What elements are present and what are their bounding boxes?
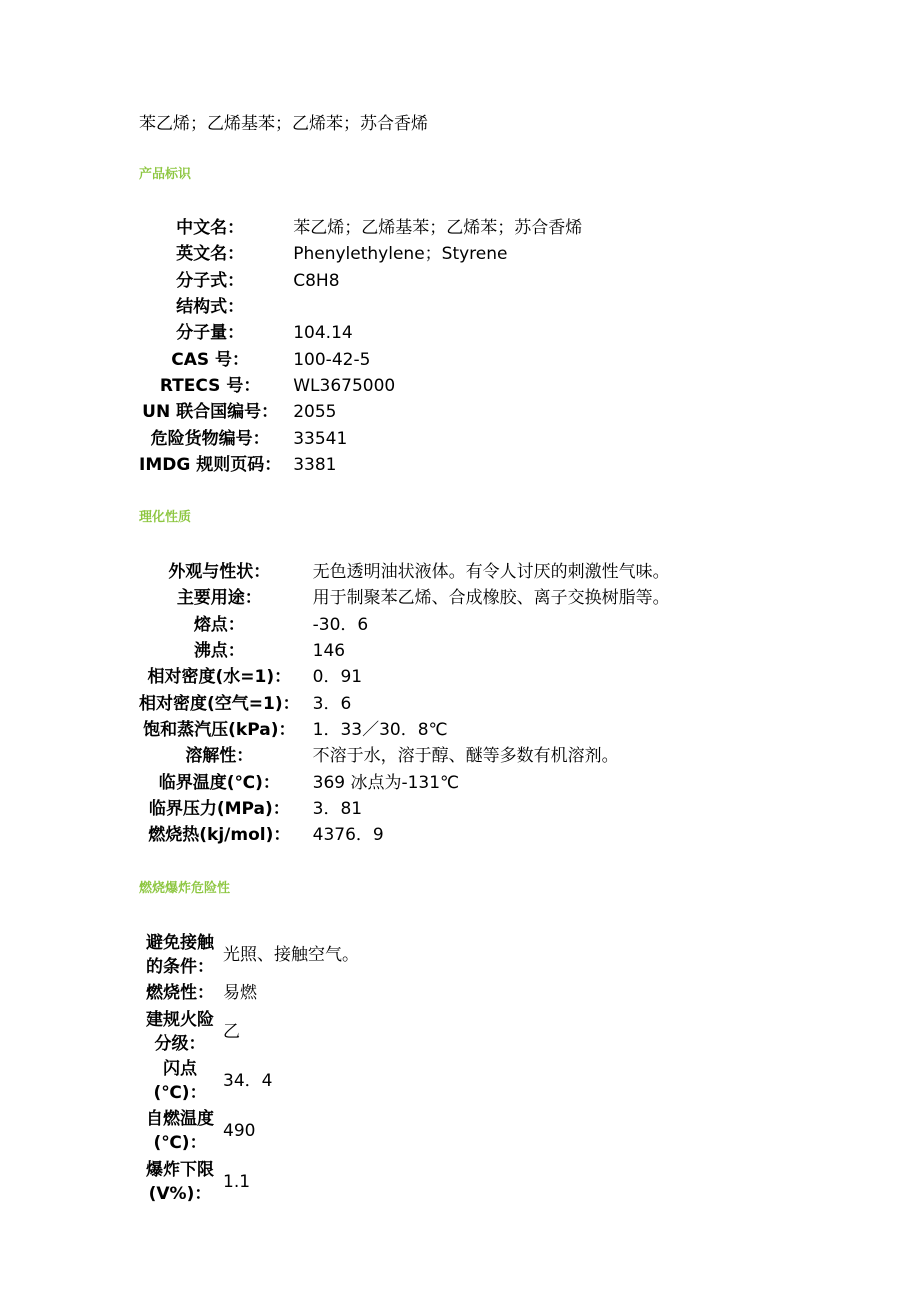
field-label: 溶解性： <box>185 746 254 767</box>
field-value: 2055 <box>293 402 337 423</box>
field-label: 危险货物编号： <box>150 428 270 449</box>
table-row <box>139 1057 359 1105</box>
document-intro-synonyms: 苯乙烯；乙烯基苯；乙烯苯；苏合香烯 <box>139 114 428 134</box>
table-row <box>139 1006 359 1057</box>
field-label: RTECS 号： <box>159 375 261 396</box>
field-value: 3．6 <box>312 693 352 714</box>
field-label: 中文名： <box>176 218 245 239</box>
field-label: 自燃温度(℃)： <box>146 1108 214 1153</box>
field-value: 乙 <box>223 1021 240 1042</box>
field-value <box>281 294 582 320</box>
table-row <box>139 425 582 451</box>
table-row <box>139 743 670 769</box>
table-row <box>139 346 582 372</box>
field-value: 4376．9 <box>312 825 384 846</box>
field-label: 分子量： <box>176 323 245 344</box>
field-label: 避免接触的条件： <box>146 932 214 977</box>
table-row <box>139 822 670 848</box>
field-label: 结构式： <box>176 297 245 318</box>
field-value: 104.14 <box>293 323 353 344</box>
field-value: 0．91 <box>312 667 363 688</box>
table-row <box>139 980 359 1006</box>
field-label: 建规火险分级： <box>146 1009 214 1054</box>
field-value: 无色透明油状液体。有令人讨厌的刺激性气味。 <box>312 562 670 583</box>
table-row <box>139 638 670 664</box>
field-label: 熔点： <box>193 614 245 635</box>
table-row <box>139 320 582 346</box>
table-row <box>139 1156 359 1207</box>
field-value: 不溶于水，溶于醇、醚等多数有机溶剂。 <box>312 746 619 767</box>
table-row <box>139 215 582 241</box>
field-value: 光照、接触空气。 <box>223 944 359 965</box>
table-row <box>139 559 670 585</box>
section-heading-physchem: 理化性质 <box>139 510 192 525</box>
table-row <box>139 452 582 478</box>
field-label: 相对密度(空气=1)： <box>139 693 300 714</box>
field-label: IMDG 规则页码： <box>139 454 282 475</box>
field-value: 33541 <box>293 428 348 449</box>
section-heading-identity: 产品标识 <box>139 167 192 182</box>
field-value: 490 <box>223 1120 256 1141</box>
field-value: 1.1 <box>223 1171 251 1192</box>
table-row <box>139 690 670 716</box>
field-label: 闪点(℃)： <box>153 1059 207 1103</box>
field-label: 燃烧性： <box>146 983 214 1003</box>
field-label: 英文名： <box>176 244 245 265</box>
table-row <box>139 929 359 980</box>
field-value: Phenylethylene；Styrene <box>293 244 508 265</box>
field-value: 苯乙烯；乙烯基苯；乙烯苯；苏合香烯 <box>293 218 583 239</box>
field-value: 易燃 <box>223 983 257 1003</box>
table-row <box>139 717 670 743</box>
field-label: CAS 号： <box>171 349 250 370</box>
field-value: 用于制聚苯乙烯、合成橡胶、离子交换树脂等。 <box>312 588 670 609</box>
field-label: UN 联合国编号： <box>142 402 279 423</box>
field-label: 沸点： <box>193 641 245 662</box>
field-label: 爆炸下限(V%)： <box>146 1159 214 1204</box>
field-label: 饱和蒸汽压(kPa)： <box>143 719 296 740</box>
table-row <box>139 294 582 320</box>
field-value: 3381 <box>293 454 337 475</box>
field-label: 燃烧热(kj/mol)： <box>148 825 291 846</box>
table-row <box>139 664 670 690</box>
field-label: 临界温度(℃)： <box>158 772 280 793</box>
field-value: 369 冰点为-131℃ <box>312 772 460 793</box>
table-row <box>139 585 670 611</box>
table-row <box>139 769 670 795</box>
field-value: 1．33／30．8℃ <box>312 719 448 740</box>
field-value: WL3675000 <box>293 375 396 396</box>
section-heading-hazard: 燃烧爆炸危险性 <box>139 881 231 896</box>
field-value: 146 <box>312 641 346 662</box>
table-row <box>139 241 582 267</box>
field-label: 相对密度(水=1)： <box>147 667 292 688</box>
field-label: 主要用途： <box>176 588 262 609</box>
table-row <box>139 268 582 294</box>
identity-table <box>139 215 582 478</box>
physchem-table <box>139 559 670 848</box>
table-row <box>139 373 582 399</box>
field-label: 临界压力(MPa)： <box>148 798 290 819</box>
field-value: 34．4 <box>223 1071 273 1091</box>
field-label: 外观与性状： <box>168 562 271 583</box>
hazard-table <box>139 929 359 1207</box>
field-value: -30．6 <box>312 614 369 635</box>
table-row <box>139 1105 359 1156</box>
field-value: 3．81 <box>312 798 363 819</box>
table-row <box>139 399 582 425</box>
table-row <box>139 612 670 638</box>
table-row <box>139 796 670 822</box>
field-value: C8H8 <box>293 270 340 291</box>
field-label: 分子式： <box>176 270 245 291</box>
field-value: 100-42-5 <box>293 349 371 370</box>
